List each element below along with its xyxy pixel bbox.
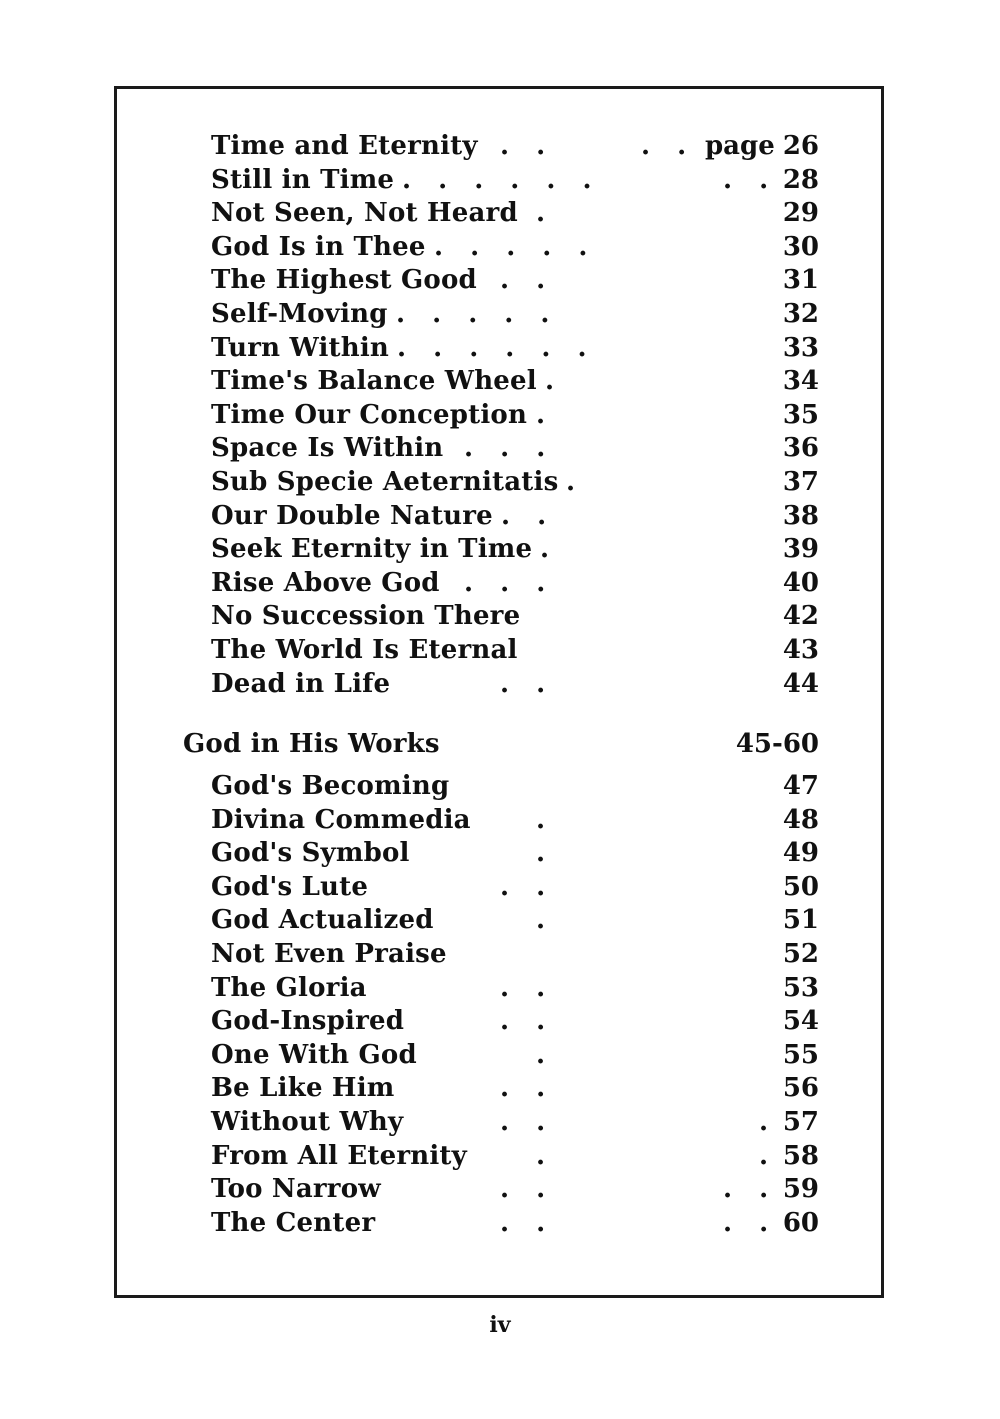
toc-page-number: 29 (782, 198, 819, 229)
toc-page-number: 54 (782, 1006, 819, 1037)
toc-entry-title: Sub Specie Aeternitatis (211, 467, 559, 497)
toc-page-number: 31 (782, 265, 819, 296)
toc-entry-title: Self-Moving (211, 299, 388, 329)
toc-leader-dots: . . . . . (396, 299, 559, 329)
toc-entry[interactable] (117, 937, 881, 971)
toc-entry[interactable] (117, 297, 881, 331)
page-border (114, 86, 884, 1298)
toc-entry-title: Seek Eternity in Time (211, 534, 533, 565)
toc-leader-dots: . (536, 804, 555, 835)
toc-entry[interactable] (117, 364, 881, 398)
toc-leader-dots: . (536, 838, 555, 869)
toc-page-number: 38 (782, 500, 819, 531)
toc-page-number: 47 (782, 771, 819, 801)
toc-page-number: 49 (782, 838, 819, 869)
toc-middle-dots: . (759, 1140, 778, 1171)
toc-leader-dots: . . (500, 1207, 555, 1238)
toc-page-number: 51 (782, 905, 819, 936)
toc-page-number: 44 (782, 668, 819, 699)
toc-leader-dots: . (566, 467, 585, 497)
toc-page-number: 34 (782, 366, 819, 397)
toc-entry-title: God Is in Thee (211, 231, 426, 262)
toc-entry[interactable] (117, 465, 881, 499)
toc-entry-title: Be Like Him (211, 1073, 395, 1104)
toc-entry[interactable] (117, 667, 881, 701)
toc-entry[interactable] (117, 532, 881, 566)
toc-entry[interactable] (117, 431, 881, 465)
toc-entry-title: Still in Time (211, 164, 395, 195)
toc-entry-title: Without Why (211, 1107, 404, 1137)
toc-entry-title: Time's Balance Wheel (211, 366, 537, 397)
toc-page-number: 58 (782, 1140, 819, 1171)
toc-entry-title: Not Seen, Not Heard (211, 198, 518, 229)
toc-page-number: 50 (782, 871, 819, 902)
toc-entry[interactable] (117, 398, 881, 432)
toc-leader-dots: . (545, 366, 564, 397)
toc-middle-dots: . . (723, 1207, 778, 1238)
toc-page-number: 28 (782, 164, 819, 195)
toc-leader-dots: . (536, 905, 555, 936)
toc-leader-dots: . . . (464, 433, 555, 464)
toc-entry[interactable] (117, 1004, 881, 1038)
toc-entry-title: God's Lute (211, 871, 369, 902)
toc-entry[interactable] (117, 129, 881, 163)
toc-leader-dots: . (536, 1140, 555, 1171)
toc-page-number: 59 (782, 1174, 819, 1205)
toc-page-number: 53 (782, 972, 819, 1003)
toc-leader-dots: . . . . . . (402, 164, 601, 195)
toc-leader-dots: . . . (464, 567, 555, 598)
toc-entry-title: No Succession There (211, 601, 521, 632)
toc-page-number: 48 (782, 804, 819, 835)
toc-entry-title: God's Symbol (211, 838, 410, 869)
toc-leader-dots: . . (501, 500, 556, 531)
toc-leader-dots: . . (500, 972, 555, 1003)
toc-entry[interactable] (117, 1139, 881, 1173)
toc-page-number: 55 (782, 1039, 819, 1070)
toc-entry[interactable] (117, 599, 881, 633)
toc-entry-title: Too Narrow (211, 1174, 381, 1205)
toc-entry-title: The Highest Good (211, 265, 477, 296)
toc-entry-title: Dead in Life (211, 668, 391, 699)
toc-entry-title: God-Inspired (211, 1006, 405, 1037)
toc-entry-title: The Gloria (211, 972, 367, 1003)
toc-entry-title: From All Eternity (211, 1140, 467, 1171)
toc-leader-dots: . . (500, 265, 555, 296)
toc-section-heading[interactable] (117, 727, 881, 761)
toc-entry[interactable] (117, 1071, 881, 1105)
toc-leader-dots: . . (500, 1174, 555, 1205)
toc-entry[interactable] (117, 769, 881, 803)
toc-page-number: 39 (782, 534, 819, 565)
toc-entry[interactable] (117, 196, 881, 230)
toc-leader-dots: . . (500, 1107, 555, 1137)
toc-leader-dots: . (536, 1039, 555, 1070)
toc-page-number: 43 (782, 635, 819, 665)
toc-page-number: 36 (782, 433, 819, 464)
toc-leader-dots: . . (500, 668, 555, 699)
toc-entry-title: Our Double Nature (211, 500, 493, 531)
toc-entry-title: One With God (211, 1039, 417, 1070)
toc-section-title: God in His Works (183, 729, 440, 759)
toc-page-number: 42 (782, 601, 819, 632)
toc-page-number: 35 (782, 399, 819, 430)
toc-entry-title: Time Our Conception (211, 399, 528, 430)
toc-entry-title: Space Is Within (211, 433, 444, 464)
toc-entry[interactable] (117, 1105, 881, 1139)
toc-leader-dots: . . (500, 1006, 555, 1037)
toc-middle-dots: . . (641, 131, 696, 161)
toc-entry-title: Rise Above God (211, 567, 440, 598)
toc-entry[interactable] (117, 230, 881, 264)
toc-middle-dots: . . (723, 164, 778, 195)
toc-entry-title: The World Is Eternal (211, 635, 518, 665)
toc-entry[interactable] (117, 803, 881, 837)
toc-entry[interactable] (117, 331, 881, 365)
toc-leader-dots: . . (500, 131, 555, 161)
toc-page-number: 52 (782, 939, 819, 969)
toc-entry[interactable] (117, 1038, 881, 1072)
toc-entry[interactable] (117, 566, 881, 600)
toc-page-number: 26 (782, 131, 819, 161)
toc-page-number: 56 (782, 1073, 819, 1104)
toc-entry[interactable] (117, 499, 881, 533)
toc-entry[interactable] (117, 836, 881, 870)
toc-leader-dots: . . (500, 871, 555, 902)
toc-entry-title: God Actualized (211, 905, 434, 936)
toc-page-number: 37 (782, 467, 819, 497)
toc-page-number: 57 (782, 1107, 819, 1137)
toc-entry[interactable] (117, 1206, 881, 1240)
toc-leader-dots: . (536, 198, 555, 229)
toc-entry-title: Time and Eternity (211, 131, 478, 161)
toc-entry-title: The Center (211, 1207, 376, 1238)
toc-page-number: 30 (782, 231, 819, 262)
toc-leader-dots: . (536, 399, 555, 430)
toc-section-page-range: 45-60 (735, 729, 819, 759)
toc-entry[interactable] (117, 163, 881, 197)
toc-entry-title: Divina Commedia (211, 804, 471, 835)
toc-page-number: 33 (782, 332, 819, 363)
toc-page-number: 40 (782, 567, 819, 598)
page-folio: iv (489, 1312, 511, 1338)
toc-entry[interactable] (117, 971, 881, 1005)
toc-page-number: 32 (782, 299, 819, 329)
toc-middle-dots: . . (723, 1174, 778, 1205)
toc-leader-dots: . . . . . (434, 231, 597, 262)
toc-entry-title: Turn Within (211, 332, 390, 363)
toc-page-number: 60 (782, 1207, 819, 1238)
toc-entry[interactable] (117, 263, 881, 297)
table-of-contents (117, 89, 881, 1295)
toc-entry-title: God's Becoming (211, 771, 450, 801)
page-label: page (705, 131, 775, 161)
toc-leader-dots: . . (500, 1073, 555, 1104)
toc-leader-dots: . (540, 534, 559, 565)
toc-middle-dots: . (759, 1107, 778, 1137)
toc-entry[interactable] (117, 1172, 881, 1206)
toc-entry-title: Not Even Praise (211, 939, 447, 969)
toc-entry[interactable] (117, 633, 881, 667)
toc-entry[interactable] (117, 903, 881, 937)
toc-leader-dots: . . . . . . (397, 332, 596, 363)
toc-entry[interactable] (117, 870, 881, 904)
